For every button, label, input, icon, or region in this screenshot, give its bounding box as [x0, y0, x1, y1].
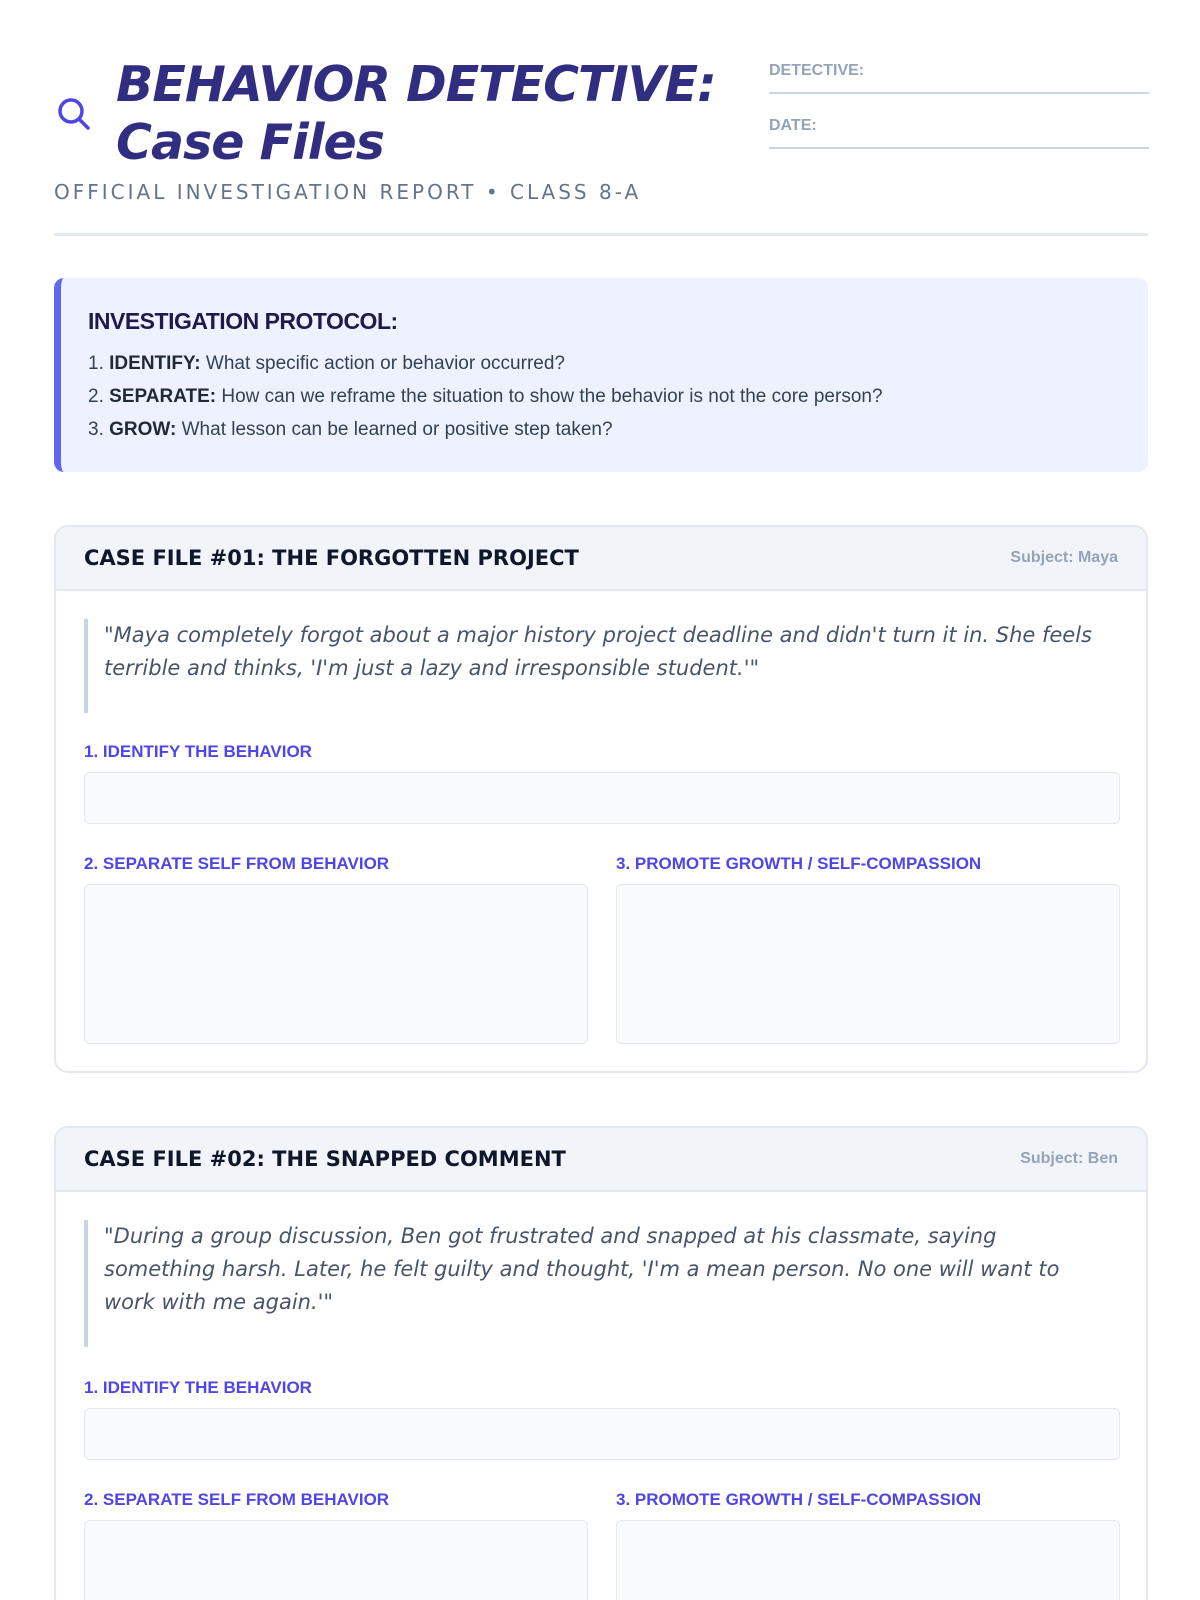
step-text: What lesson can be learned or positive step taken?	[181, 419, 613, 440]
grow-label: 3. PROMOTE GROWTH / SELF-COMPASSION	[616, 854, 982, 873]
case-title: CASE FILE #01: THE FORGOTTEN PROJECT	[84, 546, 579, 570]
separate-answer-box[interactable]	[84, 1520, 588, 1600]
detective-label: DETECTIVE:	[769, 62, 865, 79]
detective-field[interactable]	[769, 52, 1149, 94]
protocol-step-identify	[88, 353, 565, 375]
step-key: GROW:	[109, 419, 177, 440]
identify-label: 1. IDENTIFY THE BEHAVIOR	[84, 1378, 312, 1397]
protocol-heading: INVESTIGATION PROTOCOL:	[88, 308, 398, 334]
protocol-box	[54, 278, 1148, 472]
case-header	[56, 1128, 1146, 1192]
separate-answer-box[interactable]	[84, 884, 588, 1044]
case-scenario: "Maya completely forgot about a major history project deadline and didn't turn it in. She feels terrible and thinks, 'I'm just a lazy and irresponsible student.'"	[84, 619, 1114, 713]
page-subtitle: OFFICIAL INVESTIGATION REPORT • CLASS 8-A	[54, 180, 642, 204]
case-scenario: "During a group discussion, Ben got frustrated and snapped at his classmate, saying something harsh. Later, he felt guilty and thought, 'I'm a mean person. No one will want to work with me again.'"	[84, 1220, 1114, 1347]
page-title	[116, 56, 716, 172]
worksheet-header	[54, 52, 1148, 236]
title-line-1: BEHAVIOR DETECTIVE:	[116, 56, 716, 113]
date-field[interactable]	[769, 107, 1149, 149]
grow-answer-box[interactable]	[616, 884, 1120, 1044]
separate-label: 2. SEPARATE SELF FROM BEHAVIOR	[84, 854, 390, 873]
grow-label: 3. PROMOTE GROWTH / SELF-COMPASSION	[616, 1490, 982, 1509]
protocol-step-separate	[88, 386, 883, 408]
header-divider	[54, 233, 1148, 236]
date-label: DATE:	[769, 117, 817, 134]
separate-label: 2. SEPARATE SELF FROM BEHAVIOR	[84, 1490, 390, 1509]
protocol-step-grow	[88, 419, 613, 441]
title-line-2: Case Files	[116, 114, 384, 171]
grow-answer-box[interactable]	[616, 1520, 1120, 1600]
identify-label: 1. IDENTIFY THE BEHAVIOR	[84, 742, 312, 761]
step-text: How can we reframe the situation to show the behavior is not the core person?	[221, 386, 883, 407]
step-number: 1.	[88, 353, 104, 374]
step-key: SEPARATE:	[109, 386, 217, 407]
step-number: 2.	[88, 386, 104, 407]
case-subject: Subject: Maya	[1010, 549, 1118, 566]
search-icon	[54, 94, 94, 134]
identify-answer-box[interactable]	[84, 1408, 1120, 1460]
step-key: IDENTIFY:	[109, 353, 201, 374]
step-text: What specific action or behavior occurred?	[205, 353, 565, 374]
case-title: CASE FILE #02: THE SNAPPED COMMENT	[84, 1147, 566, 1171]
case-file-01	[54, 525, 1148, 1073]
case-header	[56, 527, 1146, 591]
step-number: 3.	[88, 419, 104, 440]
case-subject: Subject: Ben	[1020, 1150, 1118, 1167]
case-file-02	[54, 1126, 1148, 1600]
identify-answer-box[interactable]	[84, 772, 1120, 824]
